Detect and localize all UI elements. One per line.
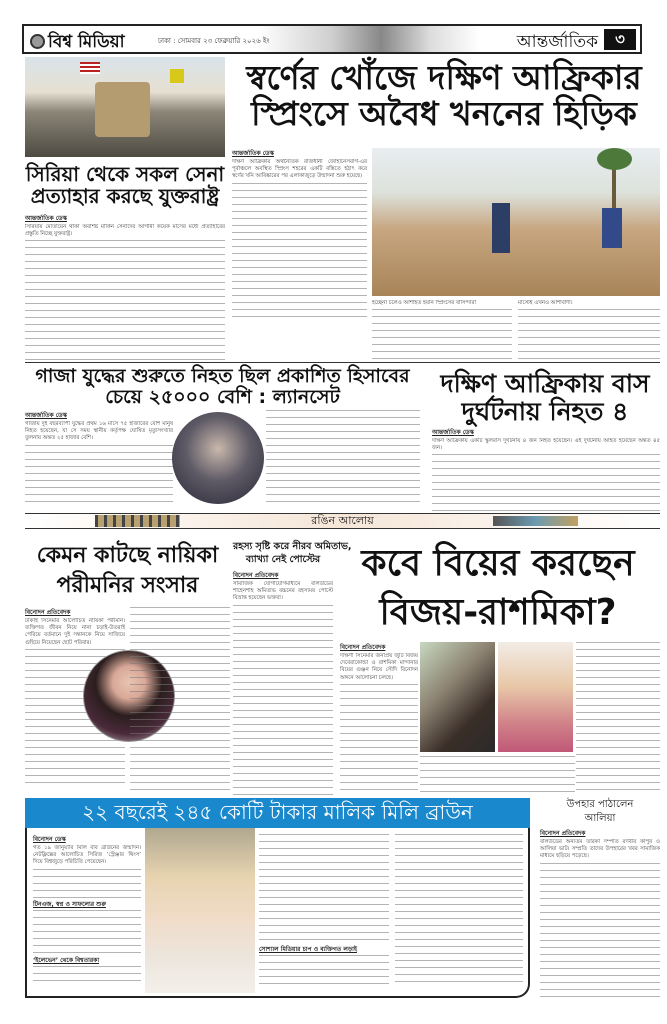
article-lead: দক্ষিণী সিনেমার জনপ্রিয় জুটি বিজয় দেবেরাকোন্ডা ও রাশমিকা মান্দানার বিয়ের গুঞ্জন নিয়ে সৌদি বিনোদন অঙ্গনে আলোচনা চলছে। bbox=[340, 653, 418, 681]
section-title: আন্তর্জাতিক bbox=[516, 32, 598, 52]
headline-line: আলিয়া bbox=[584, 813, 616, 824]
rashmika-photo bbox=[498, 642, 573, 752]
article-lead: বলিউডের অন্যতম তারকা দম্পতি রণবীর কাপুর ও আলিয়া ভাট। সম্প্রতি তাদের উপহারের খবর সামাজিক মাধ্যমে ছড়িয়ে পড়েছে। bbox=[540, 839, 660, 860]
seal-icon bbox=[30, 34, 45, 49]
byline: বিনোদন প্রতিবেদক bbox=[340, 644, 386, 651]
text-block bbox=[540, 863, 660, 1003]
flag-icon bbox=[80, 62, 100, 74]
article-lead: ঢাকাই সিনেমার আলোচিত নায়িকা পরীমনি। ব্যক্তিগত জীবন নিয়ে নানা চড়াই-উতরাই পেরিয়ে বর্তমানে দুই সন্তানকে নিয়ে সাজিয়ে গুছিয়ে নিয়েছেন ছোট পরিবার। bbox=[25, 618, 125, 646]
headline-line: দক্ষিণ আফ্রিকায় বাস bbox=[440, 369, 650, 398]
article-lead: গাজায় দুই বছরব্যাপী যুদ্ধের প্রথম ১৬ মাসে ৭৫ হাজারের বেশি মানুষ নিহত হয়েছেন, যা সে সময় স্থানীয় কর্তৃপক্ষ ঘোষিত মৃত্যুসংখ্যার তুলনায় অন্তত ২৫ হাজার বেশি। bbox=[25, 421, 173, 442]
vijay-footer-text bbox=[420, 756, 575, 792]
flag-icon bbox=[170, 69, 184, 83]
headline-line: উপহার পাঠালেন bbox=[566, 799, 634, 810]
gaza-headline bbox=[25, 366, 420, 408]
headline-line: পরীমনির সংসার bbox=[56, 572, 199, 598]
byline: আন্তর্জাতিক ডেস্ক bbox=[232, 150, 274, 157]
headline-line: কেমন কাটছে নায়িকা bbox=[36, 543, 219, 568]
entertainment-banner bbox=[25, 513, 660, 529]
text-block bbox=[266, 410, 420, 506]
mining-caption-block bbox=[372, 300, 512, 359]
byline: বিনোদন প্রতিবেদক bbox=[540, 830, 586, 837]
masthead bbox=[22, 24, 642, 54]
bus-article-body bbox=[432, 427, 660, 524]
article-lead: দক্ষিণ আফ্রিকার অর্থনৈতিক রাজধানী জোহানেসবার্গ-এর পূর্বাঞ্চলে অবস্থিত স্প্রিংস শহরের একটি বস্তিতে হঠাৎ করে স্বর্ণের খনি আবিষ্কারের পর এলাকাজুড়ে উন্মাদনা শুরু হয়েছে। bbox=[232, 159, 367, 180]
mining-column bbox=[518, 300, 660, 359]
miner-figure bbox=[492, 203, 510, 253]
paper-name: বিশ্ব মিডিয়া bbox=[48, 32, 125, 52]
bus-headline bbox=[430, 370, 660, 425]
film-strip-icon bbox=[493, 516, 578, 526]
subhead: টিনএজ, স্বপ্ন ও সাফল্যের শুরু bbox=[33, 900, 106, 908]
syria-headline bbox=[25, 163, 225, 207]
dateline: ঢাকা : সোমবার ২৩ ফেব্রুয়ারি ২০২৬ ইং bbox=[158, 37, 270, 45]
millie-article-box bbox=[25, 828, 530, 998]
amitabh-article-body bbox=[233, 570, 333, 795]
byline: বিনোদন প্রতিবেদক bbox=[233, 572, 279, 579]
article-lead: গত ১৯ জানুয়ারি মিলি ববি ব্রাউনের জন্মদিন। নেটফ্লিক্সের আলোচিত সিরিজ ‘স্ট্রেঞ্জার থিংস’ দিয়ে বিশ্বজুড়ে পরিচিতি পেয়েছেন। bbox=[33, 845, 141, 866]
vijay-column bbox=[576, 642, 660, 792]
alia-headline bbox=[540, 798, 660, 826]
photo-caption: হচ্ছেনা চলেও আশাহত হয়নি স্প্রিংসের বাসিন্দারা bbox=[372, 300, 477, 306]
miner-figure bbox=[602, 208, 622, 248]
palm-tree-crown bbox=[597, 148, 632, 170]
armored-vehicle bbox=[95, 82, 150, 137]
divider bbox=[25, 362, 660, 363]
text-block bbox=[372, 309, 512, 359]
byline: আন্তর্জাতিক ডেস্ক bbox=[432, 429, 474, 436]
syria-photo bbox=[25, 57, 225, 157]
millie-headline: ২২ বছরেই ২৪৫ কোটি টাকার মালিক মিলি ব্রাউন bbox=[82, 800, 473, 824]
mining-photo bbox=[372, 148, 660, 296]
alia-article-body bbox=[540, 828, 660, 1003]
text-block bbox=[395, 834, 523, 984]
text-block bbox=[130, 607, 230, 792]
paper-logo bbox=[30, 29, 125, 57]
gaza-article-body bbox=[25, 410, 173, 507]
subhead: সোশ্যাল মিডিয়ার চাপ ও ব্যক্তিগত লড়াই bbox=[259, 946, 357, 953]
byline: আন্তর্জাতিক ডেস্ক bbox=[25, 412, 67, 419]
byline: বিনোদন ডেস্ক bbox=[33, 836, 66, 843]
gold-headline bbox=[228, 60, 660, 133]
text-block bbox=[340, 684, 418, 794]
text-block bbox=[518, 309, 660, 359]
headline-line: দুর্ঘটনায় নিহত ৪ bbox=[461, 396, 629, 426]
text-block bbox=[420, 756, 575, 792]
text-block bbox=[25, 240, 225, 360]
byline: আন্তর্জাতিক ডেস্ক bbox=[25, 215, 67, 222]
article-lead: সামাজিক যোগাযোগমাধ্যমে বলিউডের শাহেনশাহ অমিতাভ বচ্চনের রহস্যময় পোস্টে বিভ্রান্ত হয়েছেন ভক্তরা। bbox=[233, 581, 333, 602]
text-block bbox=[259, 955, 389, 985]
article-lead: দক্ষিণ আফ্রিকায় একটি স্কুলবাস দুর্ঘটনায় ৪ জন নিহত হয়েছেন। এই দুর্ঘটনায় আহত হয়েছেন অন্তত ৪৫ জন। bbox=[432, 438, 660, 452]
text-block bbox=[33, 966, 141, 986]
headline-line: রহস্য সৃষ্টি করে নীরব অমিতাভ, bbox=[233, 541, 352, 552]
text-block bbox=[33, 910, 141, 955]
vijay-rashmika-headline bbox=[336, 540, 660, 637]
headline-line: চেয়ে ২৫০০০ বেশি : ল্যানসেট bbox=[105, 385, 340, 408]
headline-line: স্প্রিংসে অবৈধ খননের হিড়িক bbox=[251, 94, 637, 134]
headline-line: বিজয়-রাশমিকা? bbox=[379, 591, 617, 633]
amitabh-headline bbox=[233, 540, 352, 567]
subhead: ‘ইলেভেন’ থেকে বিশ্বতারকা bbox=[33, 956, 100, 964]
banner-label: রঙিন আলোয় bbox=[311, 514, 374, 527]
porimoni-headline bbox=[25, 541, 230, 600]
syria-article-body bbox=[25, 213, 225, 360]
millie-column-1 bbox=[33, 834, 141, 986]
vijay-article-body bbox=[340, 642, 418, 794]
byline: বিনোদন প্রতিবেদক bbox=[25, 609, 71, 616]
millie-photo bbox=[145, 828, 255, 993]
millie-column-3 bbox=[395, 834, 523, 984]
text-block bbox=[259, 834, 389, 944]
headline-line: সিরিয়া থেকে সকল সেনা bbox=[25, 162, 225, 186]
text-block bbox=[576, 642, 660, 792]
text-block bbox=[33, 869, 141, 899]
headline-line: ব্যাখ্যা নেই পোস্টের bbox=[245, 554, 321, 566]
millie-column-2 bbox=[259, 834, 389, 985]
headline-line: প্রত্যাহার করছে যুক্তরাষ্ট্র bbox=[30, 184, 220, 208]
headline-line: স্বর্ণের খোঁজে দক্ষিণ আফ্রিকার bbox=[246, 58, 642, 97]
text-block bbox=[25, 445, 173, 507]
headline-line: গাজা যুদ্ধের শুরুতে নিহত ছিল প্রকাশিত হিসাবের bbox=[35, 365, 410, 387]
gaza-column bbox=[266, 410, 420, 506]
text-block bbox=[233, 605, 333, 795]
porimoni-column bbox=[130, 607, 230, 792]
page-number: ৩ bbox=[604, 29, 636, 50]
gaza-photo bbox=[172, 412, 264, 504]
gold-article-body bbox=[232, 148, 367, 323]
headline-line: কবে বিয়ের করছেন bbox=[361, 543, 635, 584]
vijay-photo bbox=[420, 642, 495, 752]
article-text: মাস্টেই এখনও আশাবাদী। bbox=[518, 300, 573, 306]
article-lead: সিরিয়ায় মোতায়েন থাকা অবশিষ্ট মার্কিন সেনাদের আগামী কয়েক মাসের মধ্যে প্রত্যাহারের প্রস্তুতি নিচ্ছে যুক্তরাষ্ট্র। bbox=[25, 224, 225, 238]
text-block bbox=[232, 183, 367, 323]
